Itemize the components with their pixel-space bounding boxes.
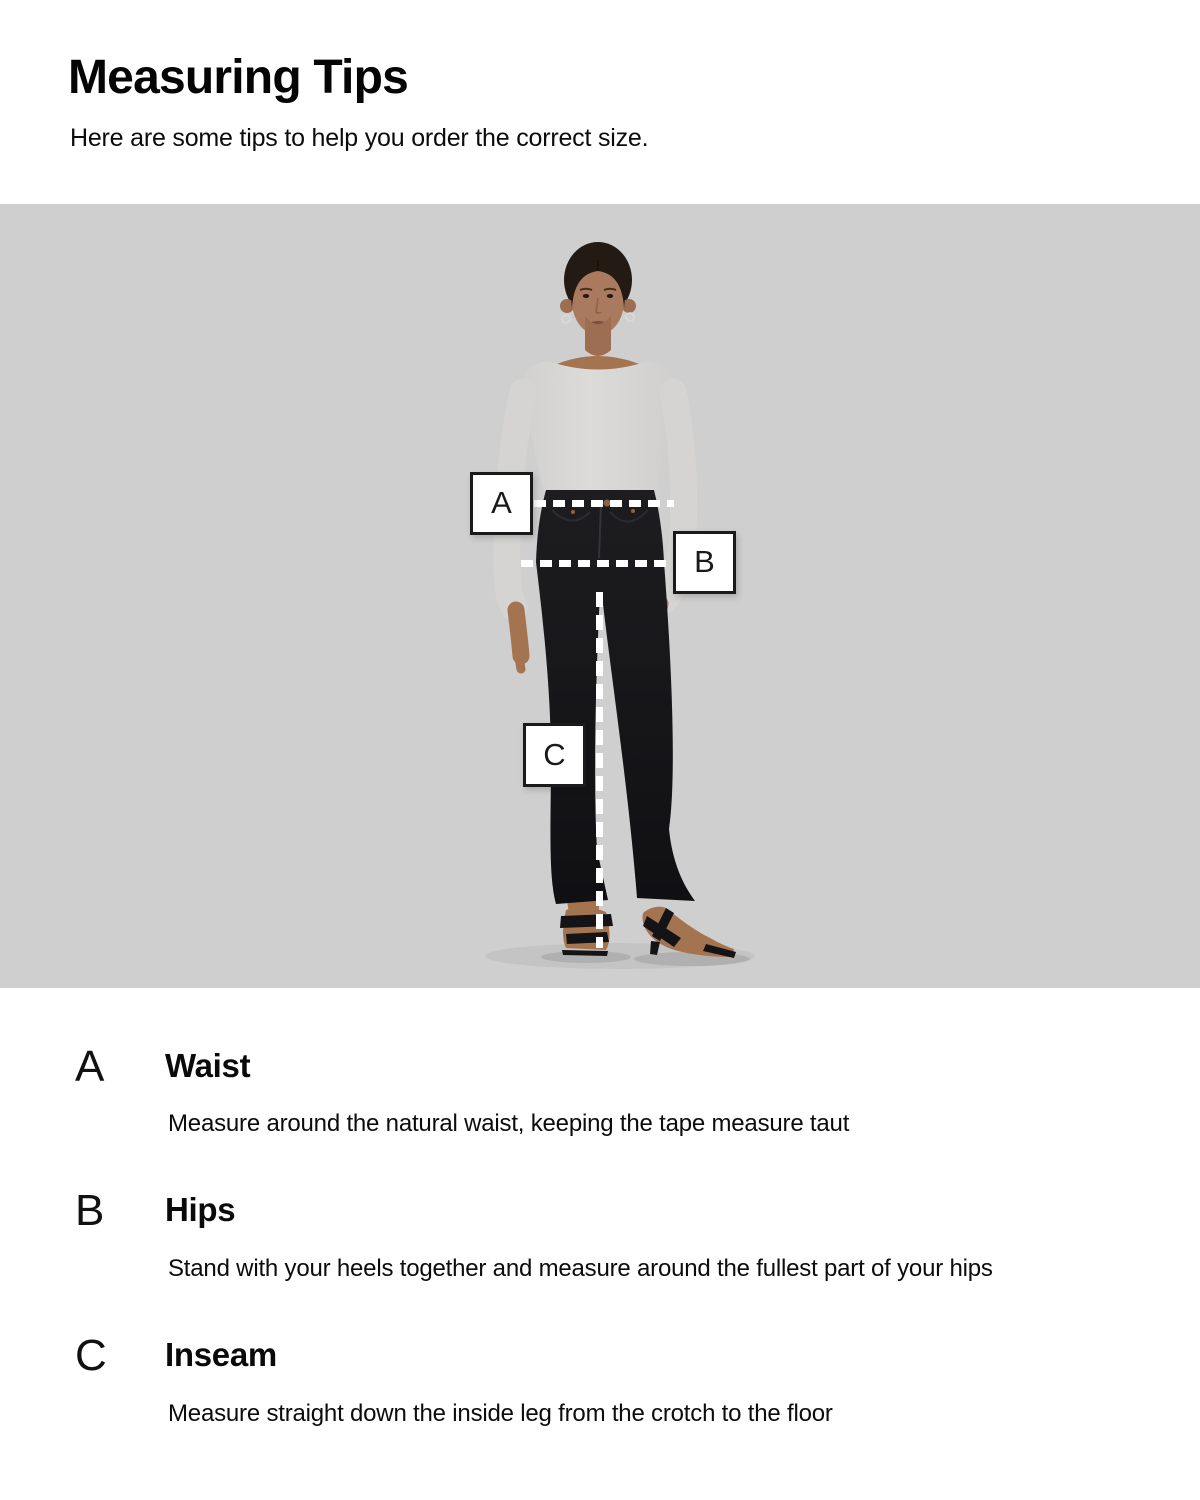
tip-description-waist: Measure around the natural waist, keeping the tape measure taut — [168, 1110, 850, 1138]
tip-item-waist — [75, 1041, 1200, 1140]
tip-title-waist: Waist — [165, 1046, 251, 1084]
tip-letter-c: C — [75, 1330, 107, 1380]
tip-content-waist — [165, 1045, 1200, 1140]
page-title: Measuring Tips — [68, 51, 408, 104]
size-guide-figure — [0, 204, 1200, 988]
tip-item-hips — [75, 1186, 1200, 1284]
tip-title-hips: Hips — [165, 1191, 236, 1229]
tip-description-hips: Stand with your heels together and measure around the fullest part of your hips — [168, 1254, 993, 1282]
waist-measure-line — [534, 500, 674, 507]
hips-measure-line — [521, 560, 673, 567]
page-header — [0, 0, 1200, 153]
inseam-marker-box: C — [523, 723, 586, 787]
tip-description-inseam: Measure straight down the inside leg from the crotch to the floor — [168, 1399, 833, 1427]
hips-marker-box: B — [673, 531, 736, 594]
tip-item-inseam — [75, 1330, 1200, 1429]
tips-list — [0, 1041, 1200, 1429]
tip-content-inseam — [165, 1334, 1200, 1429]
inseam-measure-line — [596, 592, 603, 948]
tip-content-hips — [165, 1189, 1200, 1284]
waist-marker-box: A — [470, 472, 533, 535]
tip-letter-b: B — [75, 1186, 105, 1236]
tip-letter-a: A — [75, 1041, 105, 1091]
page-subtitle: Here are some tips to help you order the correct size. — [70, 123, 649, 152]
tip-title-inseam: Inseam — [165, 1335, 277, 1373]
